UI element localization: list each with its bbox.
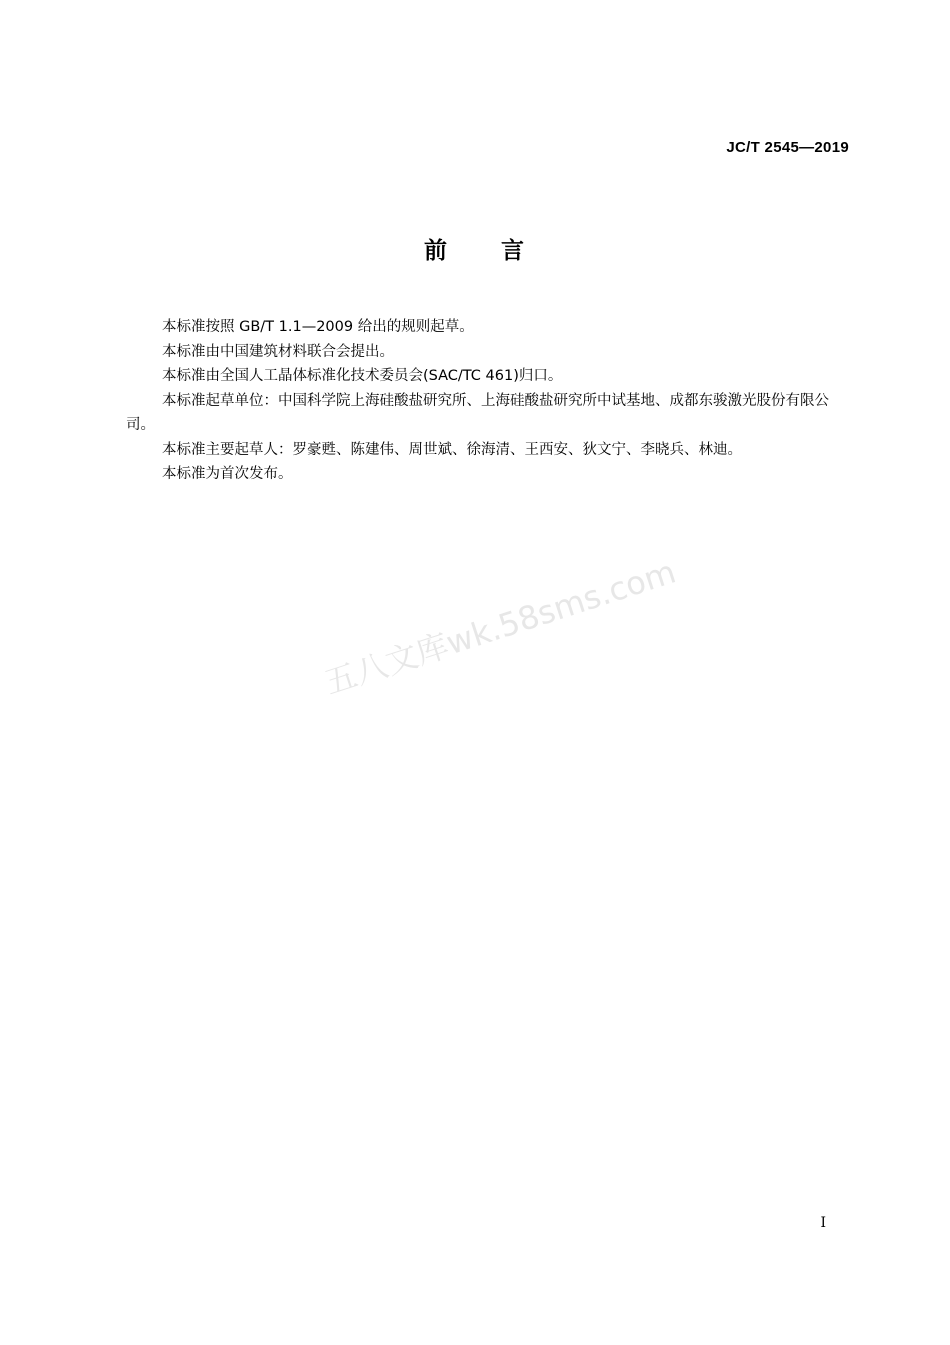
page-title bbox=[0, 232, 950, 265]
paragraph-drafting-rules: 本标准按照 GB/T 1.1—2009 给出的规则起草。 bbox=[162, 319, 474, 335]
paragraph-proposer: 本标准由中国建筑材料联合会提出。 bbox=[162, 343, 394, 360]
page-number: I bbox=[820, 1215, 826, 1231]
watermark: 五八文库wk.58sms.com bbox=[319, 552, 681, 702]
foreword-body bbox=[126, 315, 856, 487]
paragraph-committee: 本标准由全国人工晶体标准化技术委员会(SAC/TC 461)归口。 bbox=[162, 368, 563, 384]
title-char-2: 言 bbox=[501, 238, 526, 264]
paragraph-drafting-units: 本标准起草单位：中国科学院上海硅酸盐研究所、上海硅酸盐研究所中试基地、成都东骏激光股份有限公司。 bbox=[126, 392, 829, 433]
paragraph-first-release: 本标准为首次发布。 bbox=[162, 466, 293, 482]
standard-number: JC/T 2545—2019 bbox=[726, 139, 849, 156]
title-char-1: 前 bbox=[424, 238, 449, 264]
paragraph-drafters: 本标准主要起草人：罗豪甦、陈建伟、周世斌、徐海清、王西安、狄文宁、李晓兵、林迪。 bbox=[162, 441, 742, 458]
